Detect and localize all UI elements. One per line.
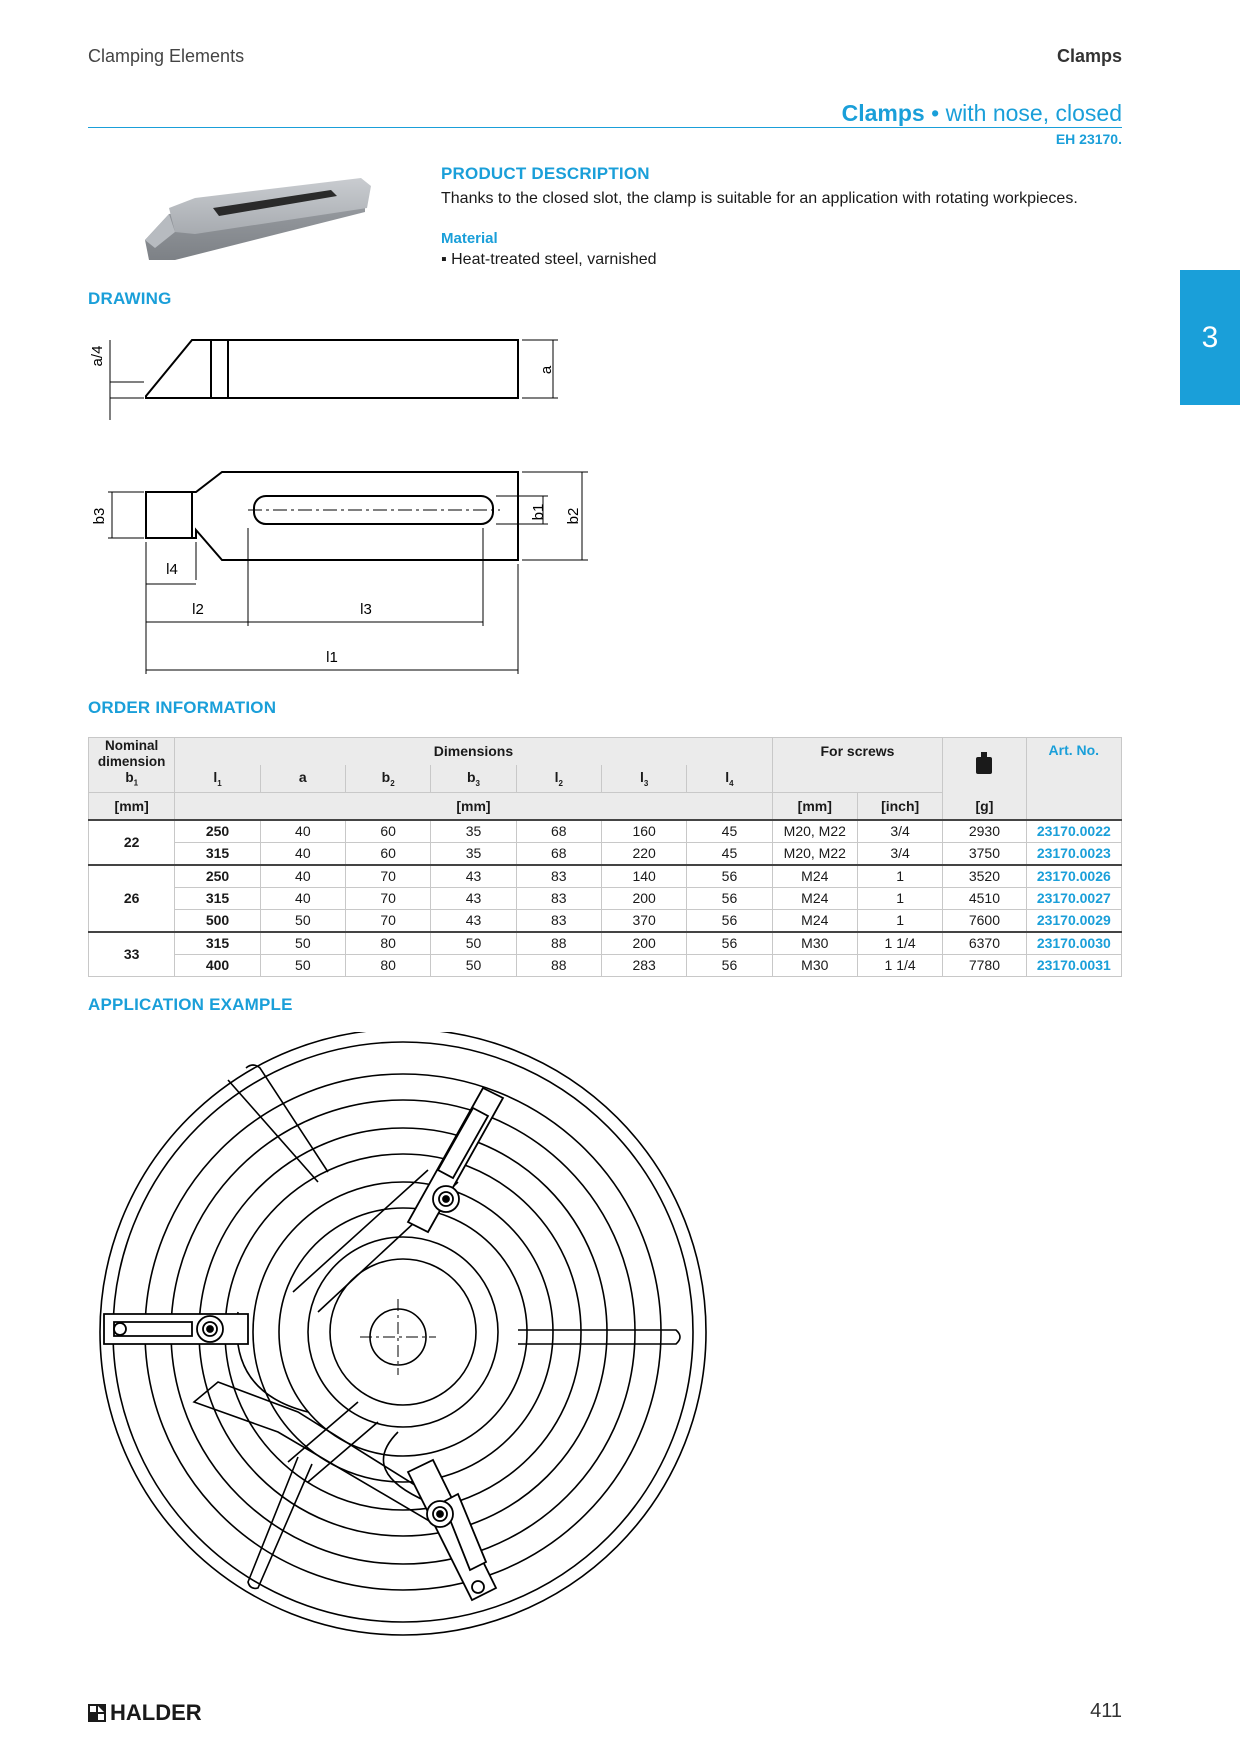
cell-l2: 88	[516, 932, 601, 955]
col-l3: $l_3$	[601, 765, 686, 792]
cell-b3: 43	[431, 865, 516, 888]
dim-label-l1: l1	[326, 649, 338, 666]
unit-nominal: [mm]	[89, 792, 175, 820]
cell-art[interactable]: 23170.0027	[1026, 887, 1121, 909]
description-text: Thanks to the closed slot, the clamp is suitable for an application with rotating workpieces.	[441, 190, 1078, 207]
cell-a: 40	[260, 820, 345, 843]
cell-mm: M30	[772, 954, 857, 976]
cell-g: 7780	[943, 954, 1026, 976]
unit-weight: [g]	[943, 792, 1026, 820]
cell-inch: 1	[857, 865, 942, 888]
col-nominal-sub: 1	[133, 778, 139, 788]
cell-b2: 70	[345, 865, 430, 888]
cell-b3: 50	[431, 932, 516, 955]
cell-b3: 43	[431, 887, 516, 909]
brand-name: HALDER	[110, 1700, 202, 1725]
dim-label-a: a	[538, 365, 555, 375]
application-example-drawing	[98, 1032, 718, 1652]
dim-label-a4: a/4	[89, 345, 106, 367]
material-heading: Material	[441, 230, 498, 247]
chapter-tab[interactable]	[1180, 270, 1240, 405]
cell-inch: 3/4	[857, 842, 942, 865]
brand-logo[interactable]	[88, 1700, 202, 1726]
cell-l3: 160	[601, 820, 686, 843]
header-section: Clamps	[1056, 46, 1122, 66]
page-title	[842, 100, 1122, 127]
chapter-number: 3	[1201, 320, 1219, 354]
page-number: 411	[1090, 1700, 1122, 1722]
dim-label-b1: b1	[530, 503, 547, 521]
cell-l4: 56	[687, 932, 772, 955]
nominal-cell: 33	[89, 932, 175, 977]
table-row	[89, 887, 1122, 909]
side-view	[146, 340, 518, 398]
unit-row	[89, 792, 1122, 820]
cell-l1: 315	[175, 932, 260, 955]
cell-art[interactable]: 23170.0023	[1026, 842, 1121, 865]
clamp-bottom	[408, 1460, 496, 1600]
cell-inch: 3/4	[857, 820, 942, 843]
title-bullet: •	[931, 100, 940, 126]
dim-label-l3: l3	[360, 601, 372, 618]
cell-a: 50	[260, 932, 345, 955]
cell-l3: 220	[601, 842, 686, 865]
dim-label-l4: l4	[166, 561, 178, 578]
cell-l1: 250	[175, 865, 260, 888]
cell-inch: 1 1/4	[857, 932, 942, 955]
product-code: EH 23170.	[1055, 131, 1122, 147]
top-view-dims	[108, 472, 588, 674]
cell-a: 40	[260, 887, 345, 909]
description-heading: PRODUCT DESCRIPTION	[441, 164, 650, 183]
nominal-cell: 22	[89, 820, 175, 865]
clamp-left	[104, 1314, 248, 1344]
table-row	[89, 842, 1122, 865]
dim-label-b2: b2	[565, 507, 582, 525]
drawing-heading: DRAWING	[88, 289, 172, 308]
cell-b3: 35	[431, 842, 516, 865]
cell-l1: 315	[175, 887, 260, 909]
cell-inch: 1 1/4	[857, 954, 942, 976]
col-nominal	[89, 738, 175, 793]
application-heading: APPLICATION EXAMPLE	[88, 995, 293, 1014]
cell-b2: 70	[345, 887, 430, 909]
cell-art[interactable]: 23170.0029	[1026, 909, 1121, 932]
cell-l2: 83	[516, 865, 601, 888]
title-main: Clamps	[841, 100, 925, 126]
cell-g: 7600	[943, 909, 1026, 932]
col-weight	[943, 738, 1026, 793]
cell-b3: 35	[431, 820, 516, 843]
cell-inch: 1	[857, 887, 942, 909]
cell-a: 40	[260, 842, 345, 865]
dim-label-l2: l2	[192, 601, 204, 618]
cell-mm: M24	[772, 909, 857, 932]
cell-b3: 50	[431, 954, 516, 976]
col-b2: $b_2$	[345, 765, 430, 792]
cell-l4: 56	[687, 954, 772, 976]
table-row	[89, 932, 1122, 955]
cell-l2: 83	[516, 887, 601, 909]
cell-l4: 56	[687, 887, 772, 909]
cell-l1: 250	[175, 820, 260, 843]
clamp-product-image	[135, 178, 375, 268]
order-heading: ORDER INFORMATION	[88, 698, 277, 717]
cell-l2: 88	[516, 954, 601, 976]
table-row	[89, 820, 1122, 843]
cell-g: 6370	[943, 932, 1026, 955]
cell-l3: 200	[601, 887, 686, 909]
cell-l3: 200	[601, 932, 686, 955]
dim-label-b3: b3	[91, 507, 108, 525]
cell-b2: 60	[345, 820, 430, 843]
cell-art[interactable]: 23170.0022	[1026, 820, 1121, 843]
col-l2: $l_2$	[516, 765, 601, 792]
cell-b2: 60	[345, 842, 430, 865]
cell-mm: M20, M22	[772, 820, 857, 843]
cell-l2: 68	[516, 820, 601, 843]
cell-mm: M20, M22	[772, 842, 857, 865]
cell-art[interactable]: 23170.0030	[1026, 932, 1121, 955]
material-item	[441, 251, 657, 269]
cell-l1: 315	[175, 842, 260, 865]
cell-l1: 400	[175, 954, 260, 976]
order-table-body	[89, 820, 1122, 977]
clamp-top	[408, 1088, 503, 1232]
cell-mm: M24	[772, 887, 857, 909]
table-row	[89, 954, 1122, 976]
cell-l3: 283	[601, 954, 686, 976]
cell-l4: 56	[687, 865, 772, 888]
cell-b3: 43	[431, 909, 516, 932]
col-screw-spacer	[772, 765, 943, 792]
cell-g: 3750	[943, 842, 1026, 865]
cell-l4: 45	[687, 820, 772, 843]
cell-b2: 80	[345, 932, 430, 955]
material-item-text: Heat-treated steel, varnished	[451, 251, 657, 268]
cell-art[interactable]: 23170.0026	[1026, 865, 1121, 888]
cell-b2: 80	[345, 954, 430, 976]
cell-l1: 500	[175, 909, 260, 932]
cell-art[interactable]: 23170.0031	[1026, 954, 1121, 976]
col-for-screws: For screws	[772, 738, 943, 765]
cell-l3: 140	[601, 865, 686, 888]
halder-logo-icon	[88, 1704, 106, 1722]
unit-screw-inch: [inch]	[857, 792, 942, 820]
cell-g: 3520	[943, 865, 1026, 888]
cell-inch: 1	[857, 909, 942, 932]
col-l4: $l_4$	[687, 765, 772, 792]
cell-l4: 45	[687, 842, 772, 865]
cell-a: 50	[260, 954, 345, 976]
unit-dimensions: [mm]	[175, 792, 772, 820]
col-a: a	[260, 765, 345, 792]
cell-l3: 370	[601, 909, 686, 932]
cell-mm: M24	[772, 865, 857, 888]
table-row	[89, 909, 1122, 932]
col-nominal-label: Nominal dimension	[97, 738, 166, 769]
col-b3: $b_3$	[431, 765, 516, 792]
unit-screw-mm: [mm]	[772, 792, 857, 820]
cell-b2: 70	[345, 909, 430, 932]
title-rule	[88, 127, 1122, 128]
col-l1: $l_1$	[175, 765, 260, 792]
cell-l2: 83	[516, 909, 601, 932]
cell-a: 40	[260, 865, 345, 888]
order-table	[88, 737, 1122, 977]
technical-drawing	[88, 320, 608, 680]
table-row	[89, 865, 1122, 888]
top-view	[146, 472, 518, 560]
nominal-cell: 26	[89, 865, 175, 932]
unit-art	[1026, 792, 1121, 820]
cell-mm: M30	[772, 932, 857, 955]
col-nominal-sym: b	[125, 770, 134, 785]
cell-l2: 68	[516, 842, 601, 865]
col-dimensions: Dimensions	[175, 738, 772, 765]
col-art-no: Art. No.	[1026, 738, 1121, 793]
header-category: Clamping Elements	[88, 46, 245, 66]
side-view-dims	[110, 340, 558, 420]
title-sub: with nose, closed	[945, 100, 1122, 126]
cell-g: 2930	[943, 820, 1026, 843]
cell-g: 4510	[943, 887, 1026, 909]
cell-a: 50	[260, 909, 345, 932]
weight-icon	[975, 752, 993, 774]
cell-l4: 56	[687, 909, 772, 932]
bullet-icon: ▪	[441, 251, 447, 268]
